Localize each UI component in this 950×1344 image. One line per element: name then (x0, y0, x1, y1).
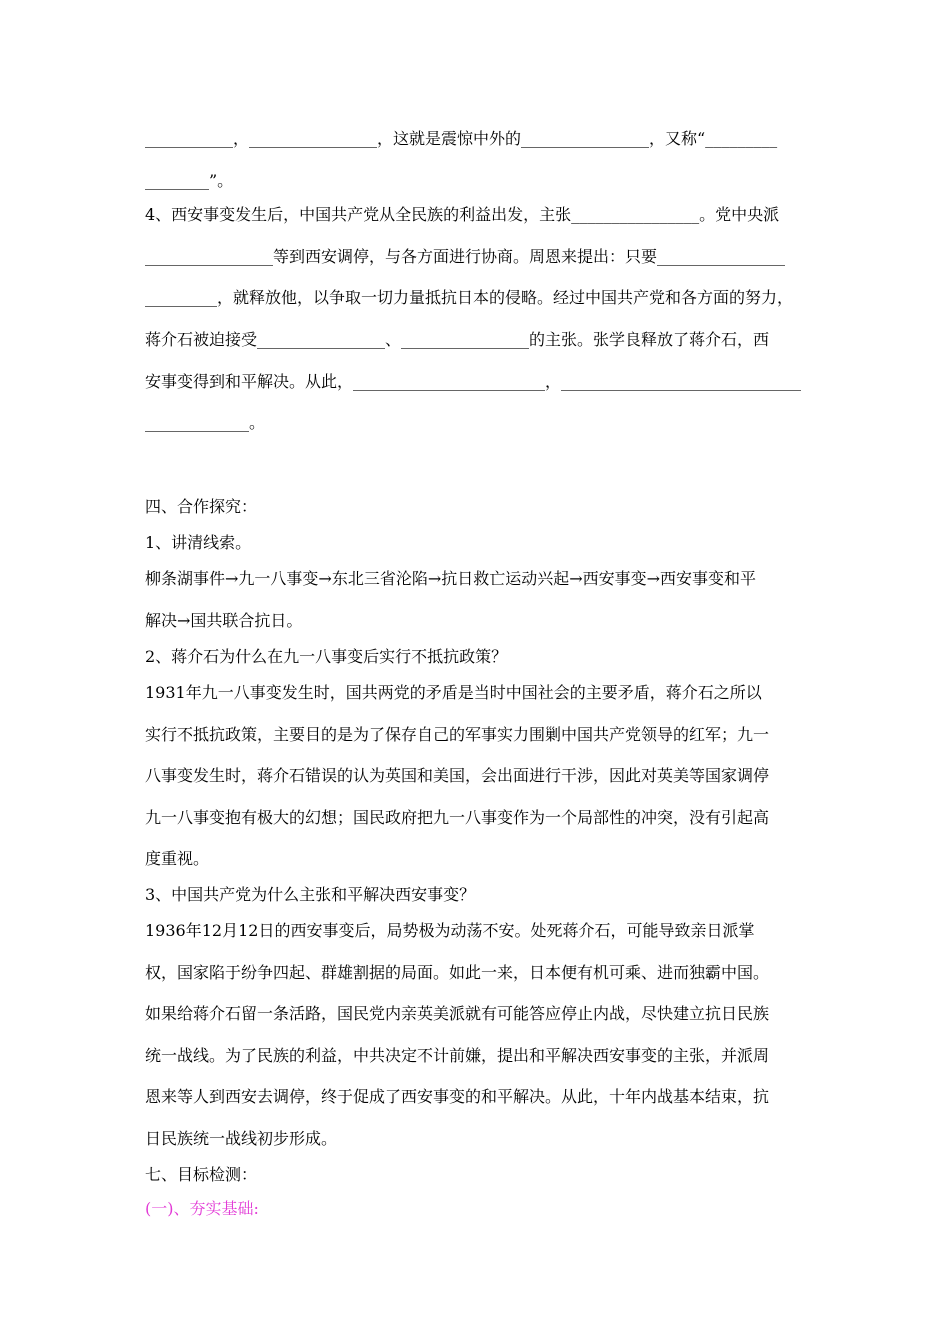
fill-blank-line-1: ___________，________________，这就是震惊中外的________________，又称“_________ (145, 129, 778, 148)
answer-2-line-5: 度重视。 (145, 849, 210, 868)
question-4-line-5: 安事变得到和平解决。从此，________________________，______________________________ (145, 372, 802, 391)
answer-2-line-2: 实行不抵抗政策，主要目的是为了保存自己的军事实力围剿中国共产党领导的红军；九一 (145, 725, 770, 744)
question-4-line-4: 蒋介石被迫接受________________、________________的主张。张学良释放了蒋介石，西 (145, 330, 770, 349)
answer-3-line-2: 权，国家陷于纷争四起、群雄割据的局面。如此一来，日本便有机可乘、进而独霸中国。 (145, 963, 770, 982)
item-2-heading: 2、蒋介石为什么在九一八事变后实行不抵抗政策？ (145, 647, 508, 666)
answer-2-line-4: 九一八事变抱有极大的幻想；国民政府把九一八事变作为一个局部性的冲突，没有引起高 (145, 808, 770, 827)
question-4-line-3: _________，就释放他，以争取一切力量抵抗日本的侵略。经过中国共产党和各方面的努力， (145, 288, 794, 307)
answer-2-line-3: 八事变发生时，蒋介石错误的认为英国和美国，会出面进行干涉，因此对英美等国家调停 (145, 766, 770, 785)
answer-3-line-6: 日民族统一战线初步形成。 (145, 1129, 338, 1148)
question-4-line-2: ________________等到西安调停，与各方面进行协商。周恩来提出：只要________________ (145, 247, 786, 266)
answer-3-line-1: 1936年12月12日的西安事变后，局势极为动荡不安。处死蒋介石，可能导致亲日派掌 (145, 921, 755, 940)
section-heading-4: 四、合作探究： (145, 497, 258, 516)
item-3-heading: 3、中国共产党为什么主张和平解决西安事变？ (145, 885, 476, 904)
question-4-line-6: _____________。 (145, 413, 266, 432)
answer-3-line-4: 统一战线。为了民族的利益，中共决定不计前嫌，提出和平解决西安事变的主张，并派周 (145, 1046, 770, 1065)
answer-3-line-5: 恩来等人到西安去调停，终于促成了西安事变的和平解决。从此，十年内战基本结束，抗 (145, 1087, 770, 1106)
question-4-line-1: 4、西安事变发生后，中国共产党从全民族的利益出发，主张________________。党中央派 (145, 205, 780, 224)
timeline-line-2: 解决→国共联合抗日。 (145, 611, 303, 630)
timeline-line-1: 柳条湖事件→九一八事变→东北三省沦陷→抗日救亡运动兴起→西安事变→西安事变和平 (145, 569, 757, 588)
subsection-heading-basics: (一)、夯实基础: (145, 1199, 259, 1218)
answer-3-line-3: 如果给蒋介石留一条活路，国民党内亲英美派就有可能答应停止内战，尽快建立抗日民族 (145, 1004, 770, 1023)
fill-blank-line-2: ________”。 (145, 171, 234, 190)
item-1-heading: 1、讲清线索。 (145, 533, 252, 552)
answer-2-line-1: 1931年九一八事变发生时，国共两党的矛盾是当时中国社会的主要矛盾，蒋介石之所以 (145, 683, 762, 702)
section-heading-7: 七、目标检测： (145, 1165, 258, 1184)
